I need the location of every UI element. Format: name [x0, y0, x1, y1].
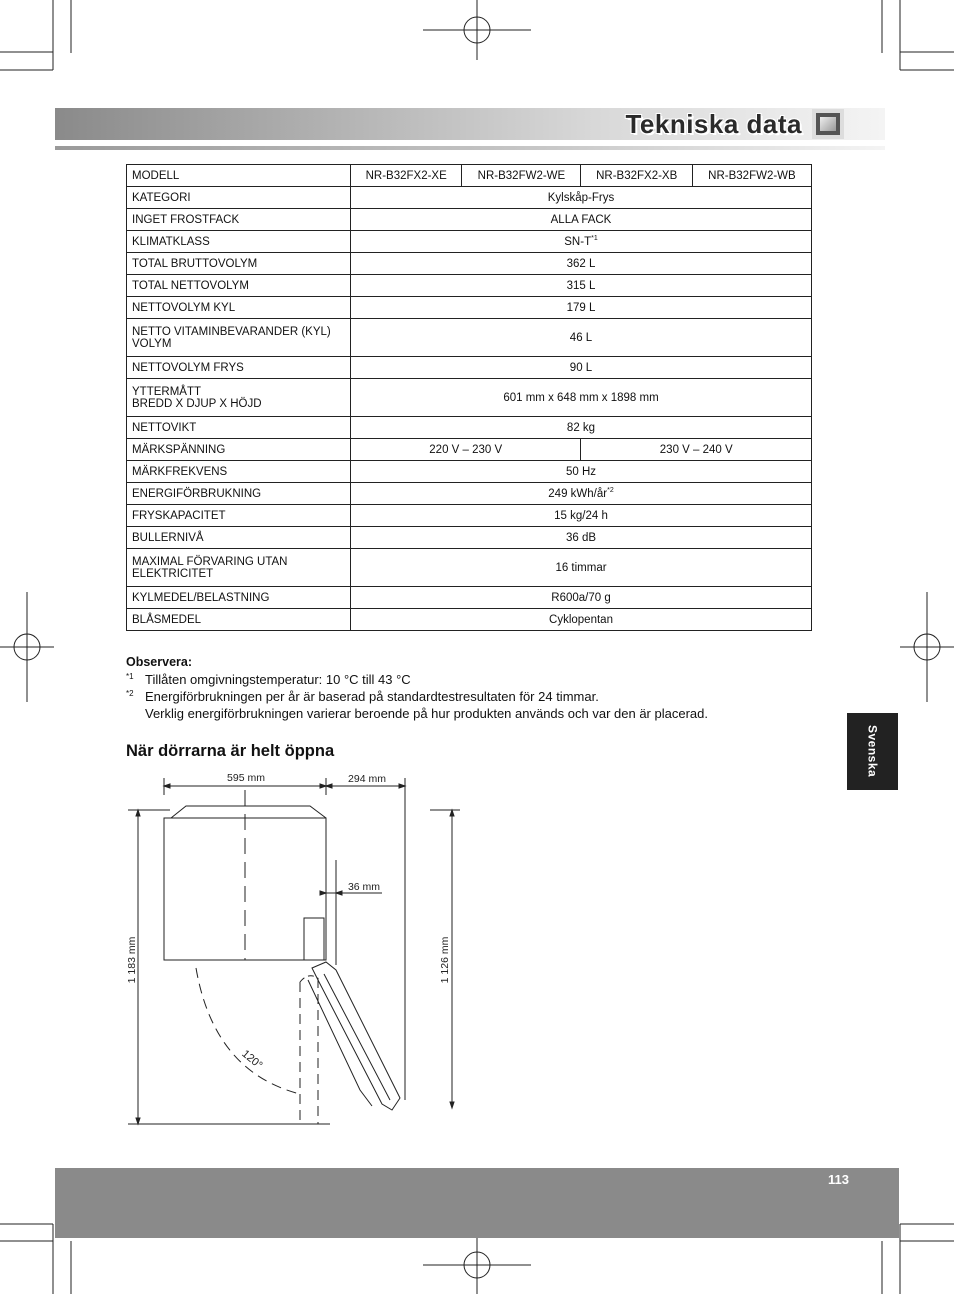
table-row	[127, 461, 812, 483]
row-value: R600a/70 g	[351, 587, 812, 609]
table-row	[127, 231, 812, 253]
row-value: 82 kg	[351, 417, 812, 439]
row-label: FRYSKAPACITET	[127, 505, 351, 527]
opening-angle-label: 120°	[239, 1047, 265, 1072]
row-value: 90 L	[351, 357, 812, 379]
diagram-heading: När dörrarna är helt öppna	[126, 742, 335, 760]
language-tab	[847, 713, 898, 790]
footer-band	[55, 1168, 899, 1238]
row-value-cell	[351, 231, 812, 253]
row-label: INGET FROSTFACK	[127, 209, 351, 231]
table-row	[127, 253, 812, 275]
row-value: 362 L	[351, 253, 812, 275]
table-row	[127, 587, 812, 609]
table-row	[127, 357, 812, 379]
note-item	[126, 688, 708, 722]
table-row	[127, 549, 812, 587]
row-label-cell	[127, 549, 351, 587]
footnote-mark: *2	[126, 689, 134, 698]
row-value: 36 dB	[351, 527, 812, 549]
note-text: Tillåten omgivningstemperatur: 10 °C till 43 °C	[145, 672, 411, 687]
row-label: TOTAL BRUTTOVOLYM	[127, 253, 351, 275]
row-label: BLÅSMEDEL	[127, 609, 351, 631]
table-row	[127, 439, 812, 461]
note-item	[126, 671, 708, 688]
row-label: MÄRKSPÄNNING	[127, 439, 351, 461]
table-row	[127, 275, 812, 297]
title-square-icon	[812, 109, 844, 139]
width-dimension-label: 595 mm	[227, 772, 265, 784]
table-row	[127, 505, 812, 527]
row-label: ELEKTRICITET	[132, 567, 214, 580]
row-label: VOLYM	[132, 337, 172, 350]
row-value: 15 kg/24 h	[351, 505, 812, 527]
row-label: TOTAL NETTOVOLYM	[127, 275, 351, 297]
row-label: ENERGIFÖRBRUKNING	[127, 483, 351, 505]
row-value: 249 kWh/år	[548, 487, 608, 500]
language-label: Svenska	[865, 725, 880, 778]
right-height-dimension-label: 1 126 mm	[439, 936, 451, 984]
row-label: NETTOVIKT	[127, 417, 351, 439]
footnote-mark: *2	[607, 487, 614, 495]
gap-dimension-label: 36 mm	[347, 881, 381, 893]
model-name: NR-B32FW2-WE	[462, 165, 581, 187]
table-row	[127, 209, 812, 231]
note-text: Energiförbrukningen per år är baserad på standardtestresultaten för 24 timmar.	[145, 689, 599, 704]
table-row	[127, 379, 812, 417]
row-value: SN-T	[564, 235, 592, 248]
row-value: Kylskåp-Frys	[351, 187, 812, 209]
model-name: NR-B32FW2-WB	[692, 165, 811, 187]
row-label: BREDD X DJUP X HÖJD	[132, 397, 262, 410]
row-label: BULLERNIVÅ	[127, 527, 351, 549]
row-label: YTTERMÅTT	[132, 385, 201, 398]
row-value: 50 Hz	[351, 461, 812, 483]
model-name: NR-B32FX2-XB	[581, 165, 692, 187]
notes-heading: Observera:	[126, 655, 193, 669]
page-number: 113	[828, 1172, 849, 1187]
footnote-mark: *1	[126, 672, 134, 681]
row-value: ALLA FACK	[351, 209, 812, 231]
table-row	[127, 609, 812, 631]
table-row	[127, 187, 812, 209]
model-label: MODELL	[127, 165, 351, 187]
table-row	[127, 319, 812, 357]
row-value: 315 L	[351, 275, 812, 297]
title-underline	[55, 146, 885, 150]
row-value: 601 mm x 648 mm x 1898 mm	[351, 379, 812, 417]
door-dimension-label: 294 mm	[348, 773, 386, 785]
table-row	[127, 527, 812, 549]
table-row-model	[127, 165, 812, 187]
row-value: 46 L	[351, 319, 812, 357]
row-label: NETTOVOLYM FRYS	[127, 357, 351, 379]
row-label: KLIMATKLASS	[127, 231, 351, 253]
row-value-cell	[351, 483, 812, 505]
row-value: 179 L	[351, 297, 812, 319]
table-row	[127, 297, 812, 319]
door-clearance-diagram	[120, 768, 470, 1133]
row-label: NETTO VITAMINBEVARANDER (KYL)	[132, 325, 331, 338]
spec-table	[126, 164, 812, 631]
table-row	[127, 417, 812, 439]
model-name: NR-B32FX2-XE	[351, 165, 462, 187]
row-label: NETTOVOLYM KYL	[127, 297, 351, 319]
row-label: MAXIMAL FÖRVARING UTAN	[132, 555, 288, 568]
row-label: MÄRKFREKVENS	[127, 461, 351, 483]
row-label: KYLMEDEL/BELASTNING	[127, 587, 351, 609]
row-value: 230 V – 240 V	[581, 439, 812, 461]
row-value: 220 V – 230 V	[351, 439, 581, 461]
row-label: KATEGORI	[127, 187, 351, 209]
row-label-cell	[127, 379, 351, 417]
page-title: Tekniska data	[625, 109, 802, 139]
row-label-cell	[127, 319, 351, 357]
left-height-dimension-label: 1 183 mm	[126, 936, 138, 984]
row-value: Cyklopentan	[351, 609, 812, 631]
table-row	[127, 483, 812, 505]
row-value: 16 timmar	[351, 549, 812, 587]
footnote-mark: *1	[591, 235, 598, 243]
note-text: Verklig energiförbrukningen varierar beroende på hur produkten används och var den är placerad.	[145, 706, 708, 721]
notes	[126, 654, 708, 722]
